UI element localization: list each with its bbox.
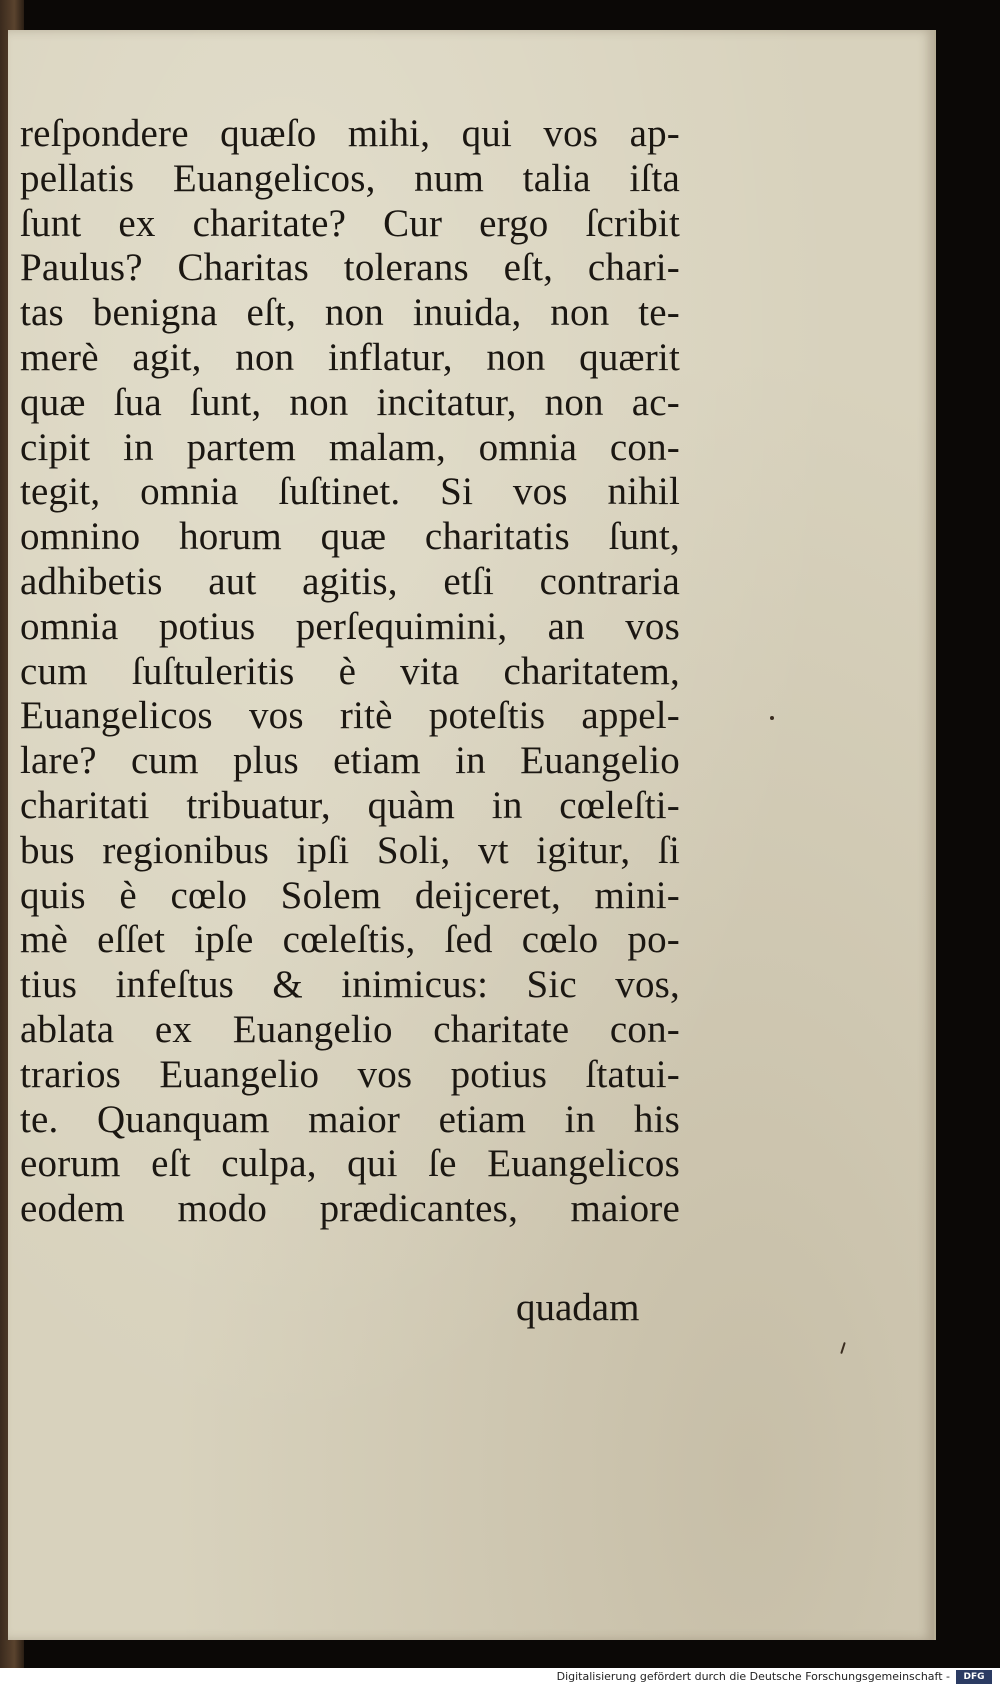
text-line: merè agit, non inflatur, non quærit: [20, 335, 680, 379]
text-line: eodem modo prædicantes, maiore: [20, 1187, 680, 1231]
text-line: mè eſſet ipſe cœleſtis, ſed cœlo po-: [20, 918, 680, 962]
catchword: quadam: [516, 1286, 640, 1329]
text-line: tius infeſtus & inimicus: Sic vos,: [20, 963, 680, 1007]
text-line: adhibetis aut agitis, etſi contraria: [20, 559, 680, 603]
text-line: charitati tribuatur, quàm in cœleſti-: [20, 783, 680, 827]
text-line: Euangelicos vos ritè poteſtis appel-: [20, 694, 680, 738]
footer-strip: [0, 1668, 1000, 1687]
text-line: tegit, omnia ſuſtinet. Si vos nihil: [20, 470, 680, 514]
funding-credit: Digitalisierung gefördert durch die Deutsche Forschungsgemeinschaft -: [556, 1670, 950, 1683]
paper-speck: [770, 716, 774, 720]
text-line: omnia potius perſequimini, an vos: [20, 604, 680, 648]
dfg-logo: DFG: [956, 1670, 992, 1684]
text-line: ſunt ex charitate? Cur ergo ſcribit: [20, 201, 680, 245]
page-text-block: [20, 112, 680, 1232]
text-line: quis è cœlo Solem deijceret, mini-: [20, 873, 680, 917]
text-line: ablata ex Euangelio charitate con-: [20, 1007, 680, 1051]
text-line: cipit in partem malam, omnia con-: [20, 425, 680, 469]
book-page: [8, 30, 936, 1640]
text-line: trarios Euangelio vos potius ſtatui-: [20, 1052, 680, 1096]
text-line: lare? cum plus etiam in Euangelio: [20, 739, 680, 783]
text-line: bus regionibus ipſi Soli, vt igitur, ſi: [20, 828, 680, 872]
text-line: pellatis Euangelicos, num talia iſta: [20, 156, 680, 200]
text-line: omnino horum quæ charitatis ſunt,: [20, 515, 680, 559]
text-line: eorum eſt culpa, qui ſe Euangelicos: [20, 1142, 680, 1186]
text-line: reſpondere quæſo mihi, qui vos ap-: [20, 112, 680, 155]
text-line: te. Quanquam maior etiam in his: [20, 1097, 680, 1141]
paper-speck: [840, 1342, 846, 1354]
text-line: tas benigna eſt, non inuida, non te-: [20, 291, 680, 335]
text-line: Paulus? Charitas tolerans eſt, chari-: [20, 246, 680, 290]
text-line: cum ſuſtuleritis è vita charitatem,: [20, 649, 680, 693]
text-line: quæ ſua ſunt, non incitatur, non ac-: [20, 380, 680, 424]
